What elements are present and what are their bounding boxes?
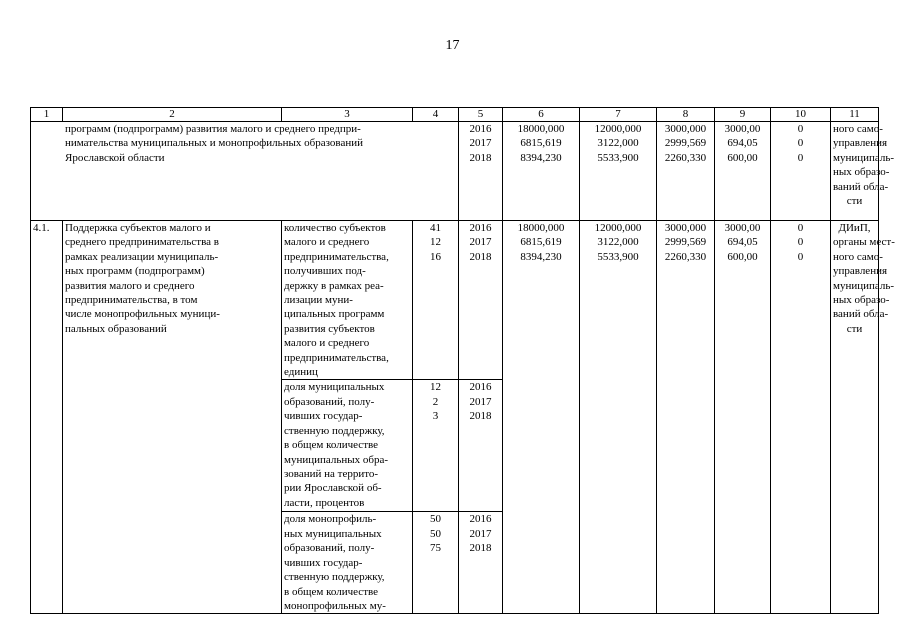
page-number: 17 <box>445 38 460 53</box>
indicator-values: 50 50 75 <box>413 512 459 614</box>
regional-cell: 3000,000 2999,569 2260,330 <box>657 122 715 221</box>
item-description: Поддержка субъектов малого и среднего предпринимательства в рамках реализации муниципаль- ных программ (подпрограмм) развития малого и среднего предпринимательства, в том числе монопрофильных муници- пальных образований <box>63 221 282 614</box>
header-cell: 6 <box>503 108 580 122</box>
header-cell: 5 <box>459 108 503 122</box>
federal-cell: 12000,000 3122,000 5533,900 <box>580 221 657 614</box>
header-row <box>31 108 879 122</box>
table-row <box>31 221 879 380</box>
other-cell: 0 0 0 <box>771 122 831 221</box>
indicator-values: 12 2 3 <box>413 380 459 512</box>
years-cell: 2016 2017 2018 <box>459 380 503 512</box>
regional-cell: 3000,000 2999,569 2260,330 <box>657 221 715 614</box>
item-number: 4.1. <box>31 221 63 614</box>
header-cell: 4 <box>413 108 459 122</box>
executor-cell: ДИиП, органы мест- ного само- управления муниципаль- ных образо- ваний обла- сти <box>831 221 879 614</box>
total-cell: 18000,000 6815,619 8394,230 <box>503 221 580 614</box>
program-description: программ (подпрограмм) развития малого и среднего предпри- нимательства муниципальных и монопрофильных образований Ярославской области <box>31 122 459 221</box>
years-cell: 2016 2017 2018 <box>459 122 503 221</box>
local-cell: 3000,00 694,05 600,00 <box>715 122 771 221</box>
budget-table <box>30 107 895 614</box>
indicator-description: доля муниципальных образований, полу- чивших государ- ственную поддержку, в общем количестве муниципальных обра- зований на террито- рии Ярославской об- ласти, процентов <box>282 380 413 512</box>
header-cell: 11 <box>831 108 879 122</box>
header-cell: 3 <box>282 108 413 122</box>
indicator-values: 41 12 16 <box>413 221 459 380</box>
indicator-description: доля монопрофиль- ных муниципальных образований, полу- чивших государ- ственную поддержку, в общем количестве монопрофильных му- <box>282 512 413 614</box>
total-cell: 18000,000 6815,619 8394,230 <box>503 122 580 221</box>
header-cell: 1 <box>31 108 63 122</box>
federal-cell: 12000,000 3122,000 5533,900 <box>580 122 657 221</box>
header-cell: 10 <box>771 108 831 122</box>
header-cell: 7 <box>580 108 657 122</box>
years-cell: 2016 2017 2018 <box>459 221 503 380</box>
header-cell: 2 <box>63 108 282 122</box>
other-cell: 0 0 0 <box>771 221 831 614</box>
indicator-description: количество субъектов малого и среднего предпринимательства, получивших под- держку в рамках реа- лизации муни- ципальных программ развития субъектов малого и среднего предпринимательства, единиц <box>282 221 413 380</box>
header-cell: 8 <box>657 108 715 122</box>
header-cell: 9 <box>715 108 771 122</box>
years-cell: 2016 2017 2018 <box>459 512 503 614</box>
executor-cell: ного само- управления муниципаль- ных образо- ваний обла- сти <box>831 122 879 221</box>
table-row <box>31 122 879 221</box>
local-cell: 3000,00 694,05 600,00 <box>715 221 771 614</box>
